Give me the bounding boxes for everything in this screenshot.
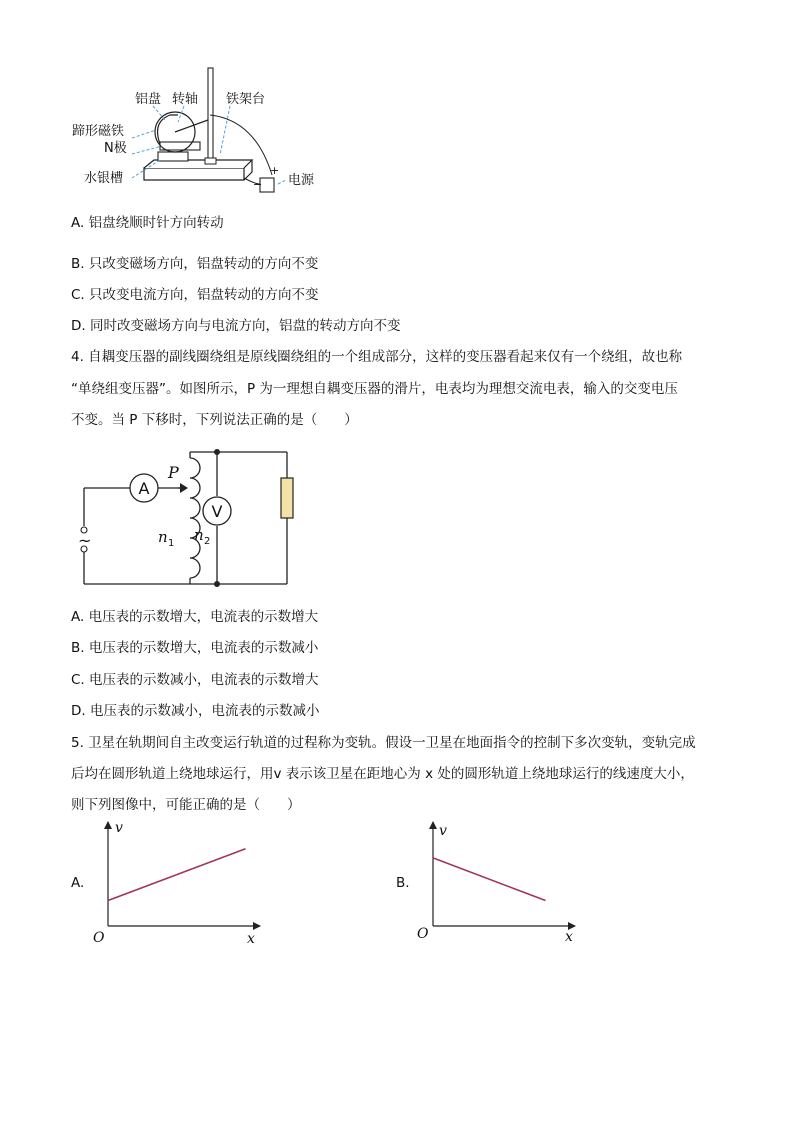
ac-source-symbol: ~ — [78, 531, 92, 550]
q5-option-a-label: A. — [71, 875, 85, 891]
x-axis-label: x — [247, 931, 255, 947]
q4-option-a: A. 电压表的示数增大，电流表的示数增大 — [71, 609, 319, 625]
q5-graph-a — [85, 815, 275, 950]
label-power-supply: 电源 — [288, 173, 315, 188]
y-axis-label: v — [115, 820, 123, 836]
q5-option-b-label: B. — [396, 875, 410, 891]
label-mercury-trough: 水银槽 — [84, 171, 124, 186]
origin-label: O — [93, 930, 105, 946]
resistor — [281, 478, 293, 518]
q3-apparatus-figure — [60, 60, 330, 200]
n1-subscript: 1 — [168, 538, 175, 549]
y-axis-label: v — [439, 823, 447, 839]
q5-stem-line-2: 后均在圆形轨道上绕地球运行，用v 表示该卫星在距地心为 x 处的圆形轨道上绕地球运行的线速度大小， — [71, 766, 694, 782]
data-line — [433, 858, 546, 901]
q4-option-b: B. 电压表的示数增大，电流表的示数减小 — [71, 640, 319, 656]
q5-stem-line-3: 则下列图像中，可能正确的是（ ） — [71, 797, 301, 813]
q5-graph-b — [410, 815, 600, 950]
q3-option-a: A. 铝盘绕顺时针方向转动 — [71, 215, 224, 231]
voltmeter-label: V — [211, 502, 223, 521]
q4-option-c: C. 电压表的示数减小，电流表的示数增大 — [71, 672, 319, 688]
q3-option-b: B. 只改变磁场方向，铝盘转动的方向不变 — [71, 256, 319, 272]
label-minus: − — [253, 178, 263, 191]
n2-label: n — [194, 526, 204, 544]
slider-label: P — [168, 463, 179, 482]
mercury-trough-shape — [158, 152, 188, 161]
q4-stem-line-2: “单绕组变压器”。如图所示，P 为一理想自耦变压器的滑片，电表均为理想交流电表，输入的交变电压 — [71, 381, 678, 397]
base-plate — [144, 168, 244, 180]
n2-subscript: 2 — [204, 536, 211, 547]
label-shaft: 转轴 — [172, 92, 199, 107]
iron-stand-rod — [208, 68, 213, 160]
slider-arrow — [180, 483, 188, 493]
q3-option-c: C. 只改变电流方向，铝盘转动的方向不变 — [71, 287, 319, 303]
data-line — [108, 849, 246, 901]
q5-stem-line-1: 5. 卫星在轨期间自主改变运行轨道的过程称为变轨。假设一卫星在地面指令的控制下多次变轨，变轨完成 — [71, 735, 696, 751]
q4-option-d: D. 电压表的示数减小，电流表的示数减小 — [71, 703, 320, 719]
origin-label: O — [417, 926, 429, 942]
label-aluminum-disk: 铝盘 — [135, 92, 162, 107]
horseshoe-magnet — [158, 115, 178, 144]
autotransformer-coil — [190, 458, 200, 578]
label-n-pole: N极 — [104, 141, 127, 156]
q4-stem-line-1: 4. 自耦变压器的副线圈绕组是原线圈绕组的一个组成部分，这样的变压器看起来仅有一个绕组，故也称 — [71, 349, 683, 365]
n1-label: n — [158, 528, 168, 546]
ammeter-label: A — [138, 479, 150, 498]
q4-circuit-figure — [70, 440, 310, 600]
x-axis-label: x — [565, 929, 573, 945]
q4-stem-line-3: 不变。当 P 下移时，下列说法正确的是（ ） — [71, 412, 358, 428]
label-plus: + — [270, 164, 280, 177]
label-magnet: 蹄形磁铁 — [72, 124, 125, 139]
q3-option-d: D. 同时改变磁场方向与电流方向，铝盘的转动方向不变 — [71, 318, 401, 334]
label-iron-stand: 铁架台 — [226, 92, 266, 107]
